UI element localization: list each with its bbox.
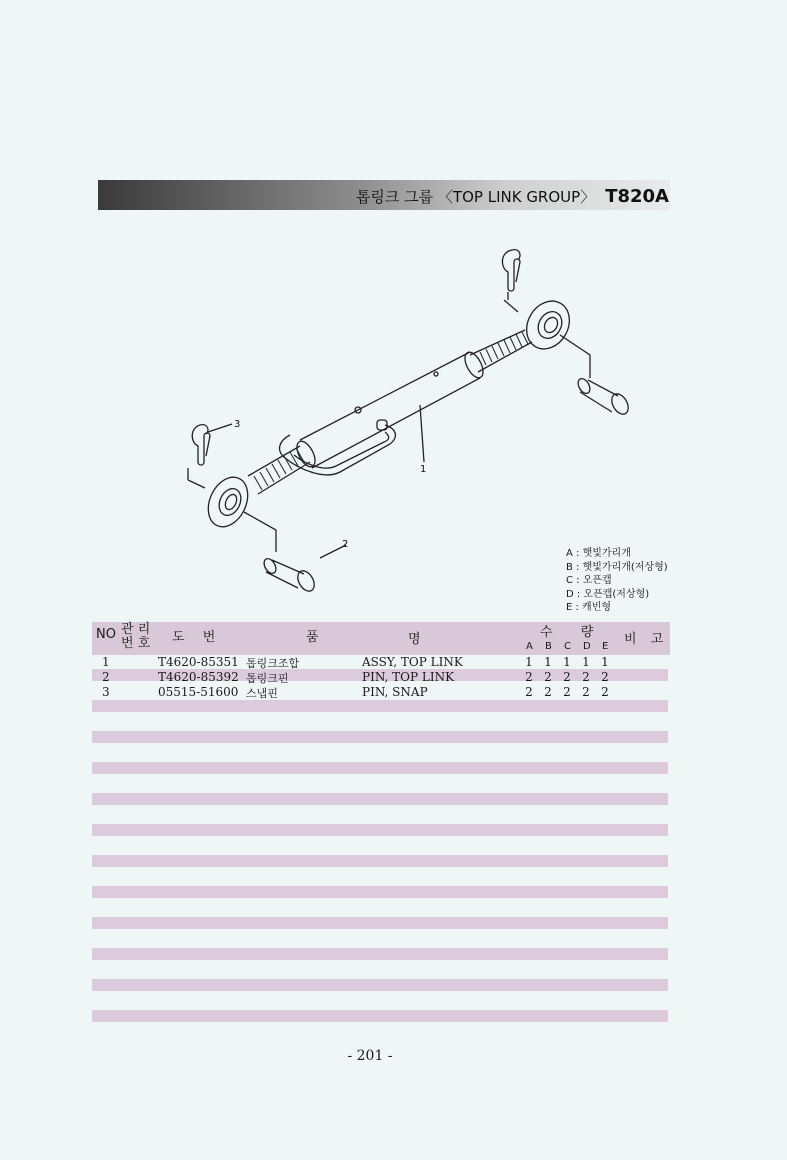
cell-qty-a: 1 — [525, 655, 533, 669]
row-stripe — [92, 948, 668, 960]
header-qty-d: D — [583, 641, 591, 652]
top-link-tube — [280, 349, 487, 475]
cell-qty-b: 2 — [544, 685, 552, 699]
cell-part-no: 05515-51600 — [158, 685, 239, 699]
top-link-pin-upper — [560, 335, 632, 417]
cell-qty-c: 1 — [563, 655, 571, 669]
callout-3: 3 — [234, 419, 241, 430]
callout-1: 1 — [420, 464, 427, 475]
row-stripe — [92, 886, 668, 898]
cell-qty-d: 1 — [582, 655, 590, 669]
row-stripe — [92, 855, 668, 867]
legend-item: C : 오픈캡 — [566, 575, 612, 586]
row-stripe — [92, 731, 668, 743]
header-qty-b: B — [545, 641, 552, 652]
row-stripe — [92, 1010, 668, 1022]
table-row — [92, 670, 668, 685]
header-remarks: 비 고 — [624, 632, 664, 647]
upper-ball-joint — [518, 293, 578, 356]
title-text: 톱링크 그룹 〈TOP LINK GROUP〉 — [355, 188, 596, 206]
cell-qty-d: 2 — [582, 670, 590, 684]
cell-no: 2 — [102, 670, 110, 684]
row-stripe — [92, 762, 668, 774]
cell-qty-e: 2 — [601, 685, 609, 699]
header-no: NO — [96, 627, 116, 642]
cell-qty-b: 1 — [544, 655, 552, 669]
header-mgmt-line2: 번 호 — [121, 636, 151, 651]
cell-name-kr: 톱링크조합 — [246, 657, 300, 670]
cell-name-kr: 톱링크핀 — [246, 672, 289, 685]
cell-qty-c: 2 — [563, 670, 571, 684]
row-stripe — [92, 979, 668, 991]
cell-name-en: PIN, SNAP — [362, 685, 428, 699]
cell-qty-e: 2 — [601, 670, 609, 684]
header-qty: 수 량 — [540, 625, 594, 640]
cell-name-kr: 스냅핀 — [246, 687, 278, 700]
cell-qty-a: 2 — [525, 670, 533, 684]
cell-qty-c: 2 — [563, 685, 571, 699]
row-stripe — [92, 824, 668, 836]
page-number: - 201 - — [347, 1048, 393, 1064]
header-name-b: 명 — [408, 632, 421, 647]
legend-item: D : 오픈캡(저상형) — [566, 588, 650, 600]
legend-item: E : 캐빈형 — [566, 602, 612, 613]
cell-part-no: T4620-85351 — [158, 655, 239, 669]
cell-part-no: T4620-85392 — [158, 670, 239, 684]
row-stripe — [92, 917, 668, 929]
cell-qty-d: 2 — [582, 685, 590, 699]
cell-qty-e: 1 — [601, 655, 609, 669]
cell-qty-b: 2 — [544, 670, 552, 684]
lower-ball-joint — [201, 471, 256, 533]
table-row — [92, 655, 668, 670]
callout-2: 2 — [342, 539, 349, 550]
snap-pin-lower — [192, 425, 210, 465]
legend-item: A : 햇빛가리개 — [566, 548, 631, 559]
cell-name-en: ASSY, TOP LINK — [362, 655, 463, 669]
legend-item: B : 햇빛가리개(저상형) — [566, 561, 668, 573]
header-mgmt-line1: 관 리 — [121, 622, 151, 637]
row-stripe — [92, 700, 668, 712]
cell-no: 1 — [102, 655, 110, 669]
top-link-pin-lower — [244, 512, 318, 594]
header-name-a: 품 — [306, 630, 319, 645]
cell-name-en: PIN, TOP LINK — [362, 670, 455, 684]
model-code: T820A — [605, 186, 669, 207]
header-qty-e: E — [602, 641, 609, 652]
header-drawing-no: 도 번 — [172, 630, 216, 645]
row-stripe — [92, 793, 668, 805]
cell-no: 3 — [102, 685, 110, 699]
header-qty-c: C — [564, 641, 571, 652]
snap-pin-upper — [502, 250, 520, 291]
table-row — [92, 685, 668, 700]
header-qty-a: A — [526, 641, 533, 652]
legend — [566, 547, 668, 615]
cell-qty-a: 2 — [525, 685, 533, 699]
